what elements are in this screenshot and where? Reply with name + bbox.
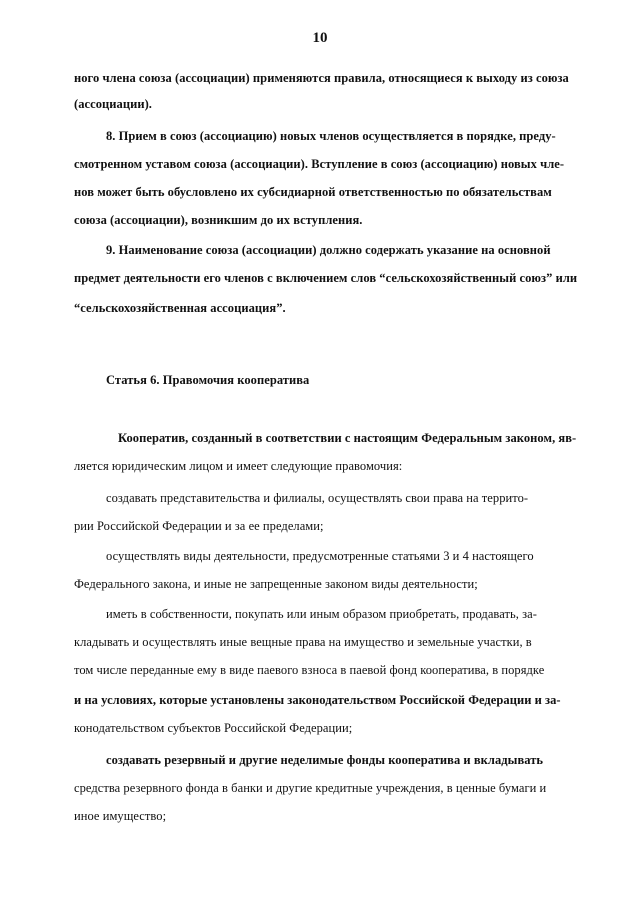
text-line: ного члена союза (ассоциации) применяются правила, относящиеся к выходу из союза: [74, 71, 569, 85]
text-line: рии Российской Федерации и за ее пределами;: [74, 519, 324, 533]
article-heading: Статья 6. Правомочия кооператива: [106, 373, 310, 387]
text-line: иметь в собственности, покупать или иным образом приобретать, продавать, за-: [106, 607, 537, 621]
paragraph-8-line: 8. Прием в союз (ассоциацию) новых членов осуществляется в порядке, преду-: [106, 129, 556, 143]
text-line: смотренном уставом союза (ассоциации). Вступление в союз (ассоциацию) новых чле-: [74, 157, 565, 171]
text-line: союза (ассоциации), возникшим до их вступления.: [74, 213, 363, 227]
text-line: иное имущество;: [74, 809, 167, 823]
text-line: осуществлять виды деятельности, предусмотренные статьями 3 и 4 настоящего: [106, 549, 534, 563]
text-line: Кооператив, созданный в соответствии с настоящим Федеральным законом, яв-: [118, 431, 577, 445]
text-line: и на условиях, которые установлены законодательством Российской Федерации и за-: [74, 693, 561, 707]
text-line: конодательством субъектов Российской Федерации;: [74, 721, 353, 735]
paragraph-9-line: 9. Наименование союза (ассоциации) должно содержать указание на основной: [106, 243, 551, 257]
text-line: создавать представительства и филиалы, осуществлять свои права на террито-: [106, 491, 529, 505]
text-line: “сельскохозяйственная ассоциация”.: [74, 301, 286, 315]
text-line: кладывать и осуществлять иные вещные права на имущество и земельные участки, в: [74, 635, 532, 649]
text-line: (ассоциации).: [74, 97, 152, 111]
text-line: создавать резервный и другие неделимые фонды кооператива и вкладывать: [106, 753, 544, 767]
text-line: Федерального закона, и иные не запрещенные законом виды деятельности;: [74, 577, 478, 591]
text-line: нов может быть обусловлено их субсидиарной ответственностью по обязательствам: [74, 185, 552, 199]
text-line: средства резервного фонда в банки и другие кредитные учреждения, в ценные бумаги и: [74, 781, 547, 795]
text-line: ляется юридическим лицом и имеет следующие правомочия:: [74, 459, 403, 473]
page-number: 10: [312, 30, 328, 46]
text-line: предмет деятельности его членов с включением слов “сельскохозяйственный союз” или: [74, 271, 578, 285]
text-line: том числе переданные ему в виде паевого взноса в паевой фонд кооператива, в порядке: [74, 663, 545, 677]
